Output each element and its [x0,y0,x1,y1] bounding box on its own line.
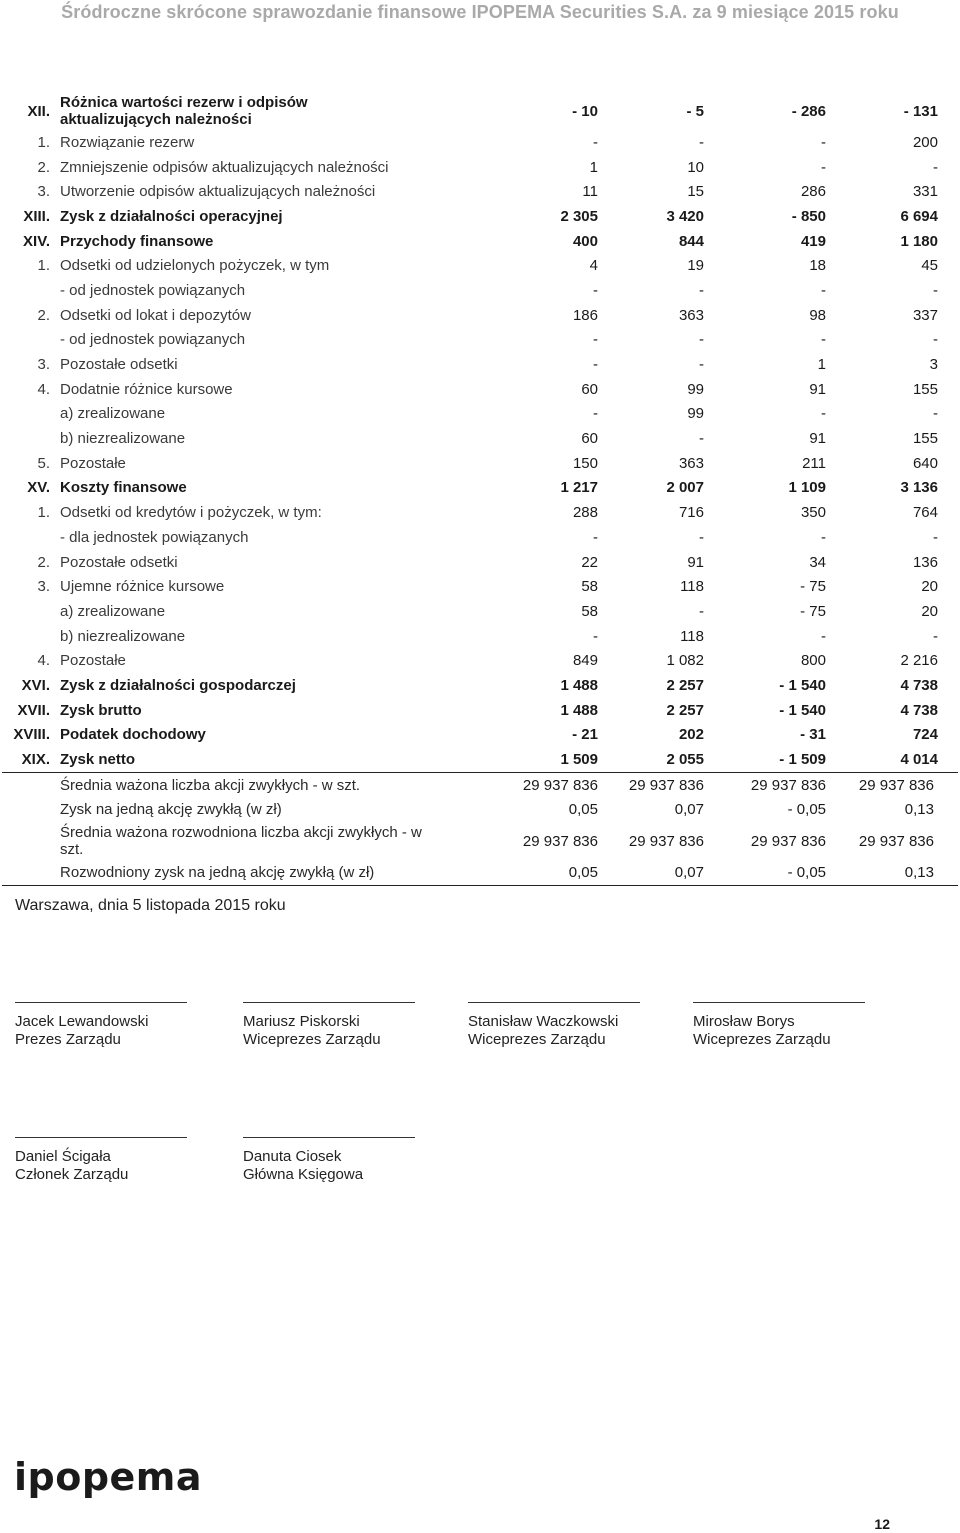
value-cell: - [699,133,704,151]
value-cell: 716 [678,504,704,522]
value-cell: - [933,528,938,546]
table-row [2,179,958,204]
value-cell: 58 [581,578,598,596]
value-cell: 15 [687,183,704,201]
value-cell: - 31 [800,726,826,744]
value-cell: 3 420 [666,207,704,225]
value-cell: - [933,627,938,645]
row-number: 1. [37,257,50,275]
value-cell: 350 [800,504,826,522]
row-label: b) niezrealizowane [60,430,186,448]
table-row [2,599,958,624]
value-cell: - 1 540 [779,676,826,694]
value-cell: 2 305 [560,207,598,225]
value-cell: - [593,133,598,151]
value-cell: - [699,356,704,374]
row-label: Ujemne różnice kursowe [60,578,225,596]
value-cell: - [821,405,826,423]
row-number: 5. [37,454,50,472]
value-cell: - [593,627,598,645]
table-row [2,253,958,278]
row-number [2,599,56,624]
value-cell: 118 [680,627,704,645]
value-cell: 155 [912,380,938,398]
value-cell: - [933,158,938,176]
row-number: XIV. [23,232,50,250]
value-cell: 186 [572,306,598,324]
value-cell: - [933,405,938,423]
value-cell: 2 257 [666,701,704,719]
row-number: 2. [37,553,50,571]
value-cell: 34 [809,553,826,571]
value-cell: 29 937 836 [628,832,704,850]
value-cell: 0,13 [904,801,934,819]
value-cell: 20 [921,602,938,620]
value-cell: 202 [678,726,704,744]
ratio-label: Średnia ważona liczba akcji zwykłych - w szt. [60,776,361,794]
value-cell: - [699,430,704,448]
value-cell: 22 [581,553,598,571]
value-cell: 1 180 [900,232,938,250]
value-cell: 849 [572,652,598,670]
value-cell: 419 [800,232,826,250]
row-number [2,426,56,451]
value-cell: - 0,05 [787,801,826,819]
value-cell: 288 [572,504,598,522]
row-number: XIII. [23,207,50,225]
value-cell: 29 937 836 [628,776,704,794]
signature-block [243,1002,443,1049]
value-cell: - [821,158,826,176]
signatory-name: Mariusz Piskorski [243,1013,360,1030]
value-cell: 29 937 836 [522,776,598,794]
row-label: Pozostałe [60,652,126,670]
value-cell: 3 136 [900,479,938,497]
table-row [2,723,958,748]
value-cell: 363 [678,306,704,324]
value-cell: 155 [912,430,938,448]
value-cell: - 5 [686,102,704,120]
ratio-row [2,798,958,823]
table-row [2,574,958,599]
row-number: 1. [37,504,50,522]
table-row [2,377,958,402]
value-cell: 0,05 [502,860,600,885]
row-number [2,822,56,860]
signatory-role: Główna Księgowa [243,1166,364,1183]
value-cell: 99 [687,405,704,423]
row-number: 4. [37,652,50,670]
value-cell: 1 488 [560,676,598,694]
row-label: - od jednostek powiązanych [60,281,246,299]
table-row [2,747,958,772]
value-cell: 60 [581,380,598,398]
value-cell: 363 [678,454,704,472]
row-label: Podatek dochodowy [60,726,206,744]
row-number [2,624,56,649]
signature-line [243,1002,415,1003]
value-cell: - 286 [791,102,826,120]
value-cell: - [821,331,826,349]
row-label: Pozostałe [60,454,126,472]
value-cell: - [821,528,826,546]
value-cell: - [821,627,826,645]
table-row [2,550,958,575]
row-number [2,772,56,797]
value-cell: 640 [912,454,938,472]
ratio-row [2,822,958,860]
value-cell: - 131 [903,102,938,120]
table-row [2,648,958,673]
value-cell: 0,07 [600,860,704,885]
value-cell: - 21 [572,726,598,744]
value-cell: 10 [687,158,704,176]
value-cell: 1 509 [502,747,600,772]
row-number: XVII. [17,701,50,719]
table-row [2,303,958,328]
signatory-name: Jacek Lewandowski [15,1013,149,1030]
row-label: - dla jednostek powiązanych [60,528,249,546]
row-number [2,798,56,823]
value-cell: 1 082 [666,652,704,670]
ratio-label: Średnia ważona rozwodniona liczba akcji zwykłych - w szt. [60,824,422,859]
place-and-date: Warszawa, dnia 5 listopada 2015 roku [15,897,286,914]
row-number: 3. [37,183,50,201]
signature-line [15,1137,187,1138]
row-label: Różnica wartości rezerw i odpisów aktualizujących należności [60,94,308,128]
table-row [2,155,958,180]
table-row [2,698,958,723]
table-row [2,92,958,130]
value-cell: 331 [912,183,938,201]
table-row [2,426,958,451]
value-cell: 764 [912,504,938,522]
table-row [2,328,958,353]
value-cell: 4 738 [900,701,938,719]
signatory-name: Daniel Ścigała [15,1148,111,1165]
value-cell: 200 [912,133,938,151]
value-cell: 91 [687,553,704,571]
value-cell: - [933,281,938,299]
row-label: Pozostałe odsetki [60,356,178,374]
ipopema-logo: ipopema [14,1455,203,1499]
value-cell: 1 109 [788,479,826,497]
value-cell: 400 [572,232,598,250]
value-cell: - [593,331,598,349]
page-number: 12 [874,1516,890,1532]
value-cell: 1 [817,356,826,374]
value-cell: - [699,281,704,299]
row-label: - od jednostek powiązanych [60,331,246,349]
value-cell: 19 [687,257,704,275]
row-number [2,402,56,427]
value-cell: 1 217 [560,479,598,497]
value-cell: 286 [800,183,826,201]
row-number: 2. [37,158,50,176]
financial-statement-body [2,92,958,885]
table-row [2,204,958,229]
value-cell: 4 [589,257,598,275]
signatory-name: Stanisław Waczkowski [468,1013,619,1030]
table-row [2,500,958,525]
value-cell: 4 738 [900,676,938,694]
row-label: Dodatnie różnice kursowe [60,380,233,398]
value-cell: - 75 [800,602,826,620]
row-number: XVI. [21,676,50,694]
row-label: Zmniejszenie odpisów aktualizujących należności [60,158,389,176]
financial-statement-table [2,92,958,886]
ratio-row [2,772,958,797]
value-cell: - [699,331,704,349]
value-cell: 29 937 836 [858,832,934,850]
value-cell: 150 [572,454,598,472]
signature-line [243,1137,415,1138]
value-cell: - [699,602,704,620]
value-cell: 3 [929,356,938,374]
row-number: XIX. [2,747,56,772]
value-cell: - 0,05 [704,860,826,885]
signatory-role: Prezes Zarządu [15,1031,121,1048]
table-row [2,451,958,476]
table-row [2,673,958,698]
value-cell: - 75 [800,578,826,596]
value-cell: - [699,528,704,546]
table-row [2,278,958,303]
table-row [2,525,958,550]
value-cell: 29 937 836 [750,776,826,794]
row-label: Zysk netto [56,747,502,772]
row-label: Rozwiązanie rezerw [60,133,195,151]
value-cell: 11 [582,183,598,201]
value-cell: 6 694 [900,207,938,225]
value-cell: 2 007 [666,479,704,497]
signatory-role: Członek Zarządu [15,1166,129,1183]
value-cell: 1 [589,158,598,176]
table-row [2,130,958,155]
row-label: Zysk brutto [60,701,142,719]
row-number [2,278,56,303]
value-cell: 4 014 [826,747,958,772]
document-header-title: Śródroczne skrócone sprawozdanie finansowe IPOPEMA Securities S.A. za 9 miesiące 2015 roku [61,2,899,22]
value-cell: 91 [809,430,826,448]
value-cell: 18 [809,257,826,275]
row-number: 3. [37,578,50,596]
row-label: Odsetki od kredytów i pożyczek, w tym: [60,504,322,522]
signatory-role: Wiceprezes Zarządu [468,1031,606,1048]
value-cell: 800 [800,652,826,670]
row-number: XVIII. [13,726,50,744]
signature-line [468,1002,640,1003]
row-label: Odsetki od udzielonych pożyczek, w tym [60,257,330,275]
signatory-role: Wiceprezes Zarządu [243,1031,381,1048]
value-cell: - [821,133,826,151]
value-cell: 58 [581,602,598,620]
ratio-label: Rozwodniony zysk na jedną akcję zwykłą (w zł) [56,860,502,885]
row-number: XII. [27,102,50,120]
row-label: a) zrealizowane [60,405,166,423]
table-row [2,476,958,501]
value-cell: 29 937 836 [522,832,598,850]
table-row [2,352,958,377]
table-row [2,402,958,427]
value-cell: 0,13 [826,860,958,885]
value-cell: - [933,331,938,349]
value-cell: 0,05 [568,801,598,819]
value-cell: 60 [581,430,598,448]
value-cell: 724 [912,726,938,744]
signature-line [693,1002,865,1003]
table-row [2,229,958,254]
value-cell: 29 937 836 [750,832,826,850]
value-cell: 1 488 [560,701,598,719]
row-number [2,525,56,550]
value-cell: 29 937 836 [858,776,934,794]
signature-block [15,1002,215,1049]
value-cell: 91 [809,380,826,398]
value-cell: - [593,405,598,423]
signatory-role: Wiceprezes Zarządu [693,1031,831,1048]
ratio-label: Zysk na jedną akcję zwykłą (w zł) [60,801,282,819]
row-label: a) zrealizowane [60,602,166,620]
value-cell: - 1 509 [704,747,826,772]
ratio-row [2,860,958,885]
value-cell: - [593,281,598,299]
value-cell: 0,07 [674,801,704,819]
value-cell: 211 [802,454,826,472]
value-cell: 2 216 [900,652,938,670]
row-number [2,328,56,353]
row-number: 1. [37,133,50,151]
row-number: 2. [37,306,50,324]
signatory-name: Mirosław Borys [693,1013,795,1030]
row-label: Pozostałe odsetki [60,553,178,571]
value-cell: 45 [921,257,938,275]
value-cell: 2 257 [666,676,704,694]
value-cell: - [593,528,598,546]
row-label: Koszty finansowe [60,479,187,497]
row-label: Zysk z działalności gospodarczej [60,676,296,694]
value-cell: 99 [687,380,704,398]
row-number: XV. [27,479,50,497]
value-cell: 337 [912,306,938,324]
signature-line [15,1002,187,1003]
value-cell: 118 [680,578,704,596]
table-row [2,624,958,649]
value-cell: - 10 [572,102,598,120]
row-label: Przychody finansowe [60,232,214,250]
value-cell: - [593,356,598,374]
value-cell: 20 [921,578,938,596]
value-cell: 98 [809,306,826,324]
row-number: 3. [37,356,50,374]
value-cell: - 1 540 [779,701,826,719]
row-label: Odsetki od lokat i depozytów [60,306,251,324]
signatory-name: Danuta Ciosek [243,1148,342,1165]
row-number [2,860,56,885]
value-cell: 844 [678,232,704,250]
signature-block [243,1137,443,1184]
signature-block [15,1137,215,1184]
row-label: Zysk z działalności operacyjnej [60,207,283,225]
row-label: b) niezrealizowane [60,627,186,645]
signature-block [468,1002,668,1049]
value-cell: 136 [912,553,938,571]
value-cell: 2 055 [600,747,704,772]
row-label: Utworzenie odpisów aktualizujących należności [60,183,376,201]
value-cell: - [821,281,826,299]
value-cell: - 850 [791,207,826,225]
signature-block [693,1002,893,1049]
row-number: 4. [37,380,50,398]
